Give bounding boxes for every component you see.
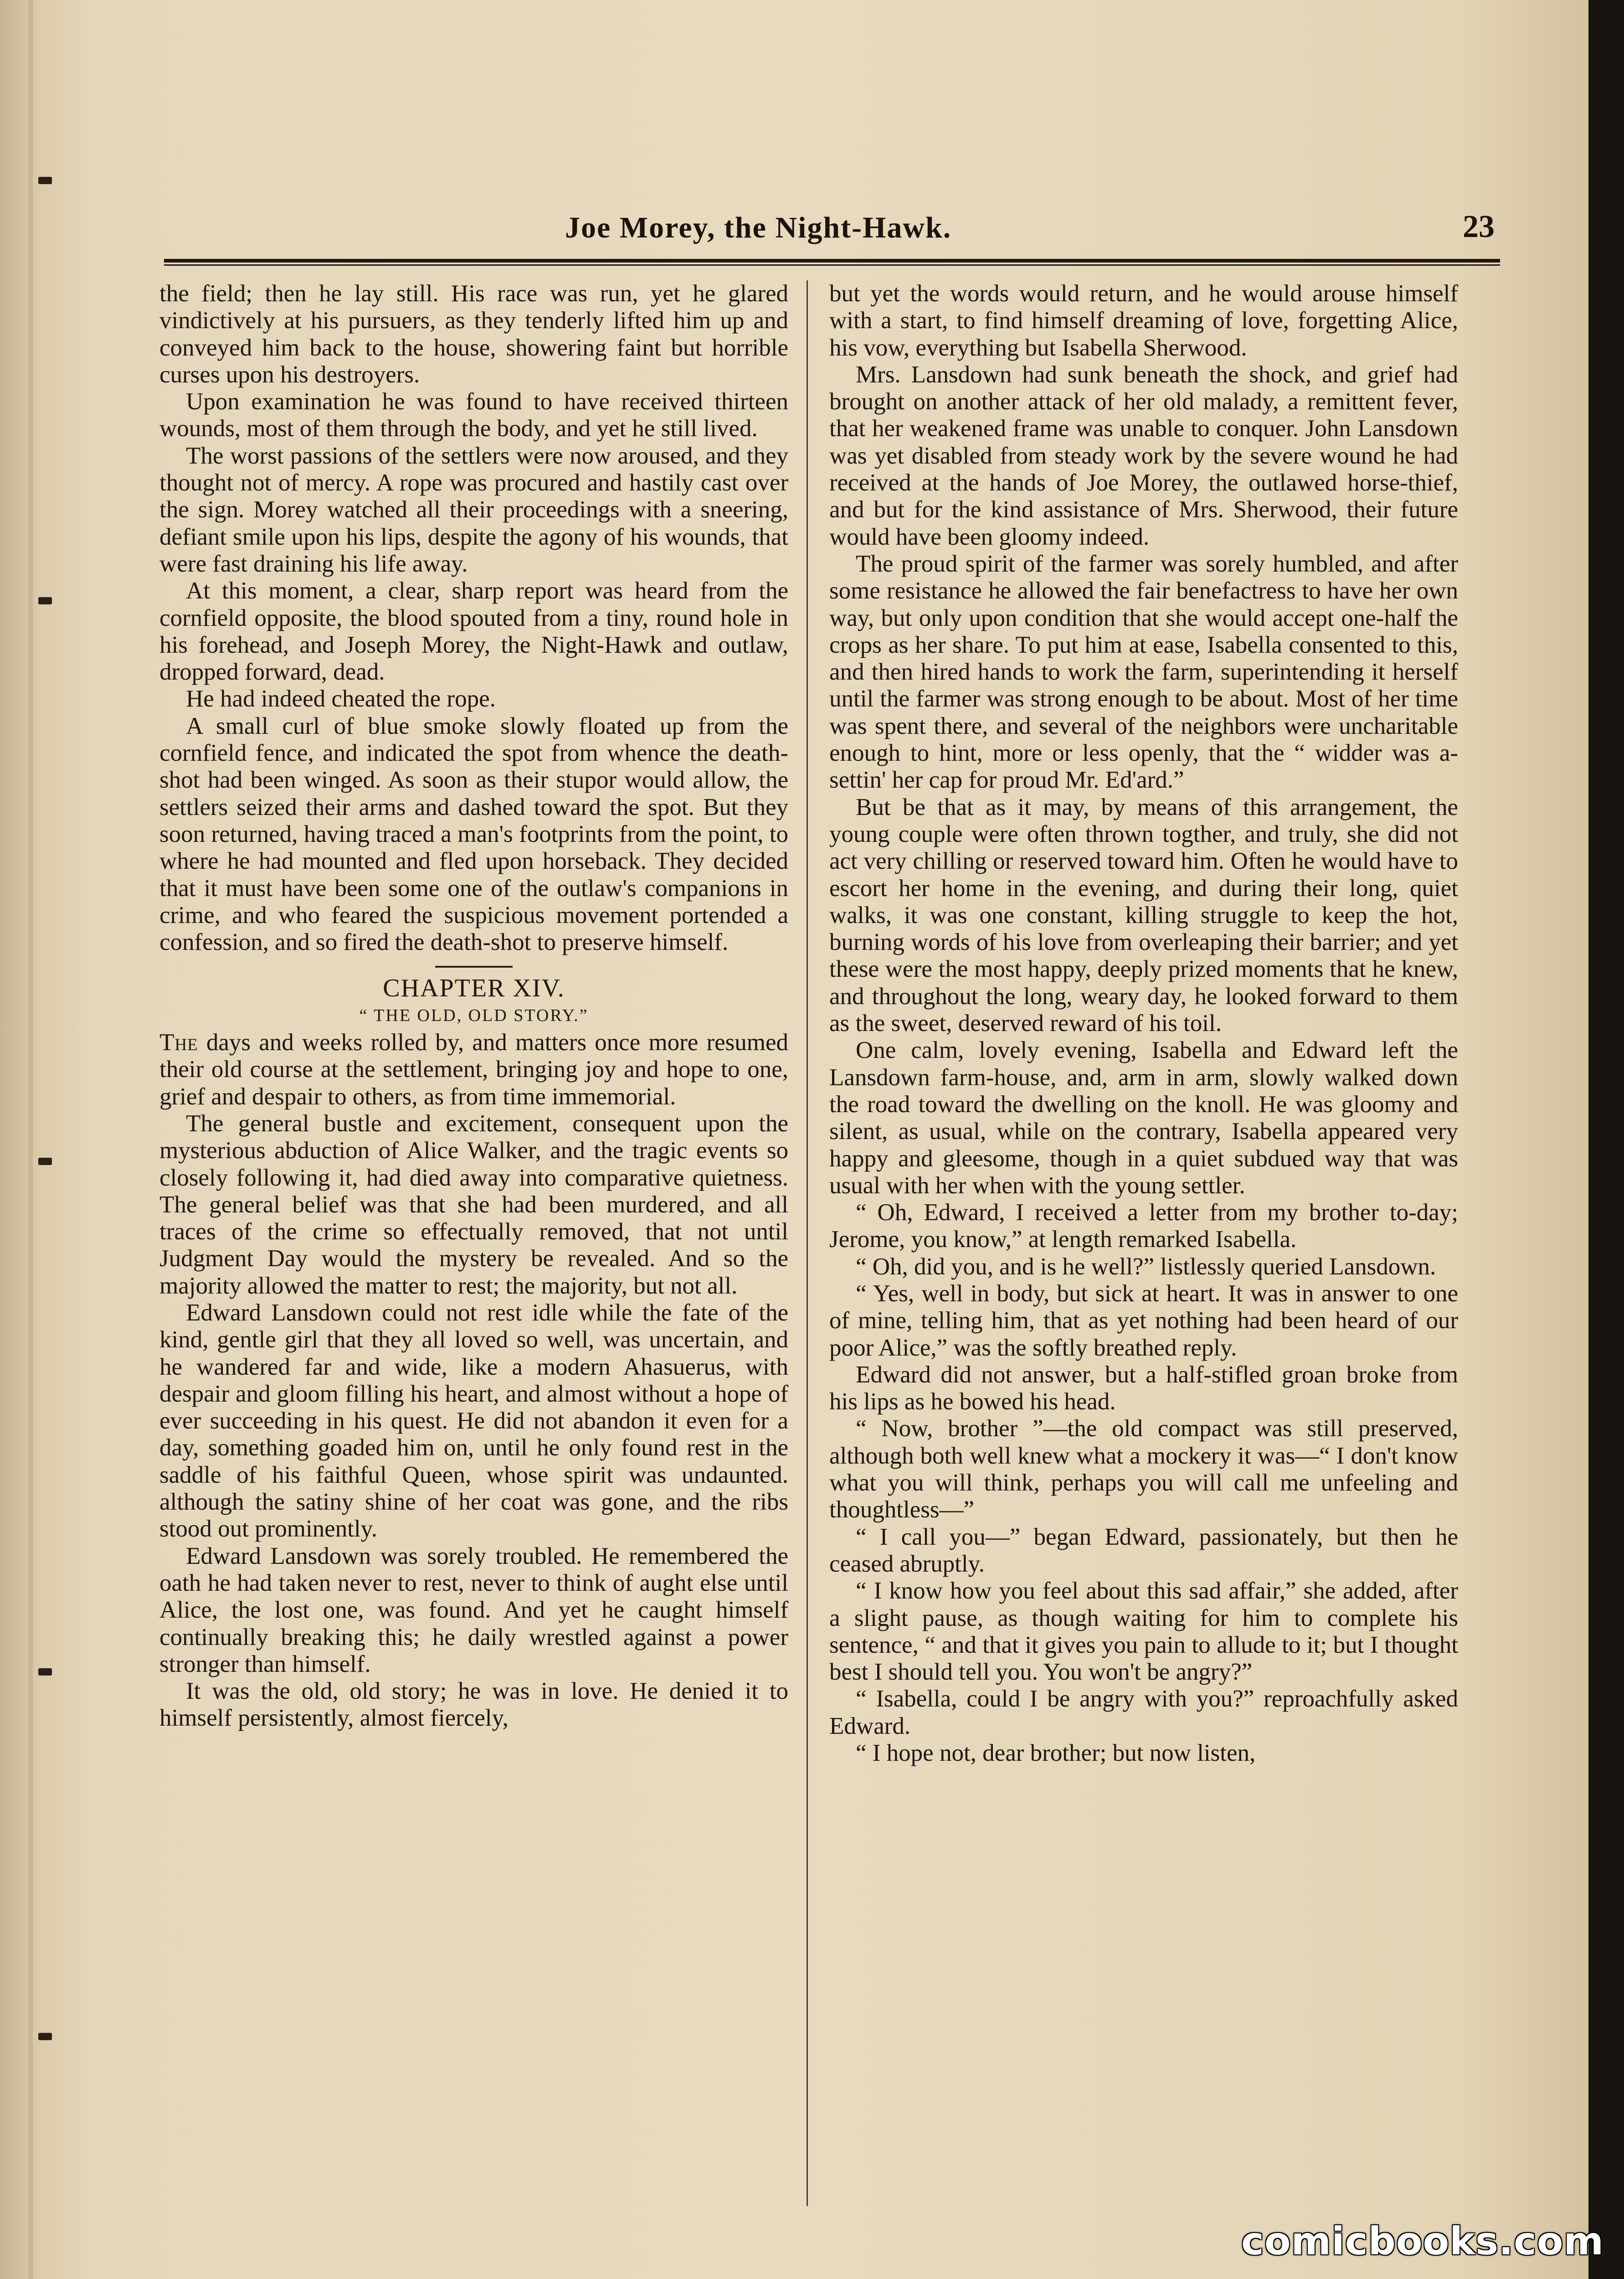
- paragraph: But be that as it may, by means of this arrangement, the young couple were often thrown togther, and truly, she did not act very chilling or reserved toward him. Often he would have to escort her home in the evening, and during their long, quiet walks, it was one constant, killing struggle to keep the hot, burning words of his love from overleaping their barrier; and yet these were the most happy, deeply prized moments that he knew, and throughout the long, weary day, he looked forward to them as the sweet, deserved reward of his toil.: [829, 794, 1458, 1037]
- page-number: 23: [1463, 209, 1495, 244]
- binding-mark: [38, 597, 52, 604]
- paragraph: “ I call you—” began Edward, passionately, but then he ceased abruptly.: [829, 1523, 1458, 1577]
- paragraph: The worst passions of the settlers were now aroused, and they thought not of mercy. A rope was procured and hastily cast over the sign. Morey watched all their proceedings with a sneering, defiant smile upon his lips, despite the agony of his wounds, that were fast draining his life away.: [159, 442, 788, 577]
- paragraph: At this moment, a clear, sharp report was heard from the cornfield opposite, the blood spouted from a tiny, round hole in his forehead, and Joseph Morey, the Night-Hawk and outlaw, dropped forward, dead.: [159, 577, 788, 686]
- paragraph: “ Now, brother ”—the old compact was still preserved, although both well knew what a mockery it was—“ I don't know what you will think, perhaps you will call me unfeeling and thoughtless—”: [829, 1415, 1458, 1523]
- chapter-lead-word: The: [159, 1029, 198, 1056]
- paragraph: Edward did not answer, but a half-stifled groan broke from his lips as he bowed his head.: [829, 1361, 1458, 1415]
- paragraph: It was the old, old story; he was in love. He denied it to himself persistently, almost fiercely,: [159, 1678, 788, 1732]
- section-separator: [435, 966, 513, 968]
- paragraph: Edward Lansdown was sorely troubled. He remembered the oath he had taken never to rest, never to think of aught else until Alice, the lost one, was found. And yet he caught himself continually breaking this; he daily wrestled against a power stronger than himself.: [159, 1542, 788, 1677]
- paragraph: Upon examination he was found to have received thirteen wounds, most of them through the body, and yet he still lived.: [159, 388, 788, 442]
- paragraph: One calm, lovely evening, Isabella and Edward left the Lansdown farm-house, and, arm in arm, slowly walked down the road toward the dwelling on the knoll. He was gloomy and silent, as usual, while on the contrary, Isabella appeared very happy and gleesome, though in a quiet subdued way that was usual with her when with the young settler.: [829, 1037, 1458, 1199]
- binding-mark: [38, 2033, 52, 2040]
- paragraph: The proud spirit of the farmer was sorely humbled, and after some resistance he allowed the fair benefactress to have her own way, but only upon condition that she would accept one-half the crops as her share. To put him at ease, Isabella consented to this, and then hired hands to work the farm, superintending it herself until the farmer was strong enough to be about. Most of her time was spent there, and several of the neighbors were uncharitable enough to hint, more or less openly, that the “ widder was a-settin' her cap for proud Mr. Ed'ard.”: [829, 550, 1458, 794]
- binding-mark: [38, 177, 52, 184]
- header-rule: [164, 259, 1500, 266]
- binding-mark: [38, 1158, 52, 1165]
- paragraph: He had indeed cheated the rope.: [186, 686, 496, 712]
- right-column: [829, 280, 1458, 1767]
- paragraph: “ Yes, well in body, but sick at heart. It was in answer to one of mine, telling him, that as yet nothing had been heard of our poor Alice,” was the softly breathed reply.: [829, 1280, 1458, 1361]
- chapter-opening-paragraph: [159, 1029, 788, 1110]
- paragraph: but yet the words would return, and he would arouse himself with a start, to find himself dreaming of love, forgetting Alice, his vow, everything but Isabella Sherwood.: [829, 280, 1458, 361]
- site-watermark: comicbooks.com: [1241, 2219, 1604, 2264]
- paragraph: Mrs. Lansdown had sunk beneath the shock, and grief had brought on another attack of her old malady, a remittent fever, that her weakened frame was unable to conquer. John Lansdown was yet disabled from steady work by the severe wound he had received at the hands of Joe Morey, the outlawed horse-thief, and but for the kind assistance of Mrs. Sherwood, their future would have been gloomy indeed.: [829, 361, 1458, 550]
- paragraph: “ Oh, did you, and is he well?” listlessly queried Lansdown.: [856, 1253, 1436, 1280]
- paragraph: “ I know how you feel about this sad affair,” she added, after a slight pause, as though waiting for him to complete his sentence, “ and that it gives you pain to allude to it; but I thought best I should tell you. You won't be angry?”: [829, 1578, 1458, 1686]
- chapter-title: CHAPTER XIV.: [383, 974, 565, 1003]
- running-title: Joe Morey, the Night-Hawk.: [565, 211, 952, 244]
- column-divider: [807, 280, 808, 2206]
- page-gutter: [28, 0, 33, 2279]
- paragraph: “ Isabella, could I be angry with you?” reproachfully asked Edward.: [829, 1686, 1458, 1739]
- paragraph: “ I hope not, dear brother; but now listen,: [856, 1740, 1256, 1767]
- paragraph: The general bustle and excitement, consequent upon the mysterious abduction of Alice Walker, and the tragic events so closely following it, had died away into comparative quietness. The general belief was that she had been murdered, and all traces of the crime so effectually removed, that not until Judgment Day would the mystery be revealed. And so the majority allowed the matter to rest; the majority, but not all.: [159, 1110, 788, 1299]
- paragraph: A small curl of blue smoke slowly floated up from the cornfield fence, and indicated the spot from whence the death-shot had been winged. As soon as their stupor would allow, the settlers seized their arms and dashed toward the spot. But they soon returned, having traced a man's footprints from the point, to where he had mounted and fled upon horseback. They decided that it must have been some one of the outlaw's companions in crime, and who feared the suspicious movement portended a confession, and so fired the death-shot to preserve himself.: [159, 712, 788, 956]
- chapter-lead-text: days and weeks rolled by, and matters once more resumed their old course at the settlement, bringing joy and hope to one, grief and despair to others, as from time immemorial.: [159, 1029, 788, 1110]
- chapter-subtitle: “ THE OLD, OLD STORY.”: [359, 1005, 589, 1025]
- left-column: [159, 280, 788, 1732]
- binding-mark: [38, 1668, 52, 1676]
- paragraph: “ Oh, Edward, I received a letter from my brother to-day; Jerome, you know,” at length remarked Isabella.: [829, 1199, 1458, 1253]
- paragraph: the field; then he lay still. His race was run, yet he glared vindictively at his pursuers, as they tenderly lifted him up and conveyed him back to the house, showering faint but horrible curses upon his destroyers.: [159, 280, 788, 388]
- paragraph: Edward Lansdown could not rest idle while the fate of the kind, gentle girl that they all loved so well, was uncertain, and he wandered far and wide, like a modern Ahasuerus, with despair and gloom filling his heart, and almost without a hope of ever succeeding in his quest. He did not abandon it even for a day, something goaded him on, until he only found rest in the saddle of his faithful Queen, whose spirit was undaunted. although the satiny shine of her coat was gone, and the ribs stood out prominently.: [159, 1299, 788, 1542]
